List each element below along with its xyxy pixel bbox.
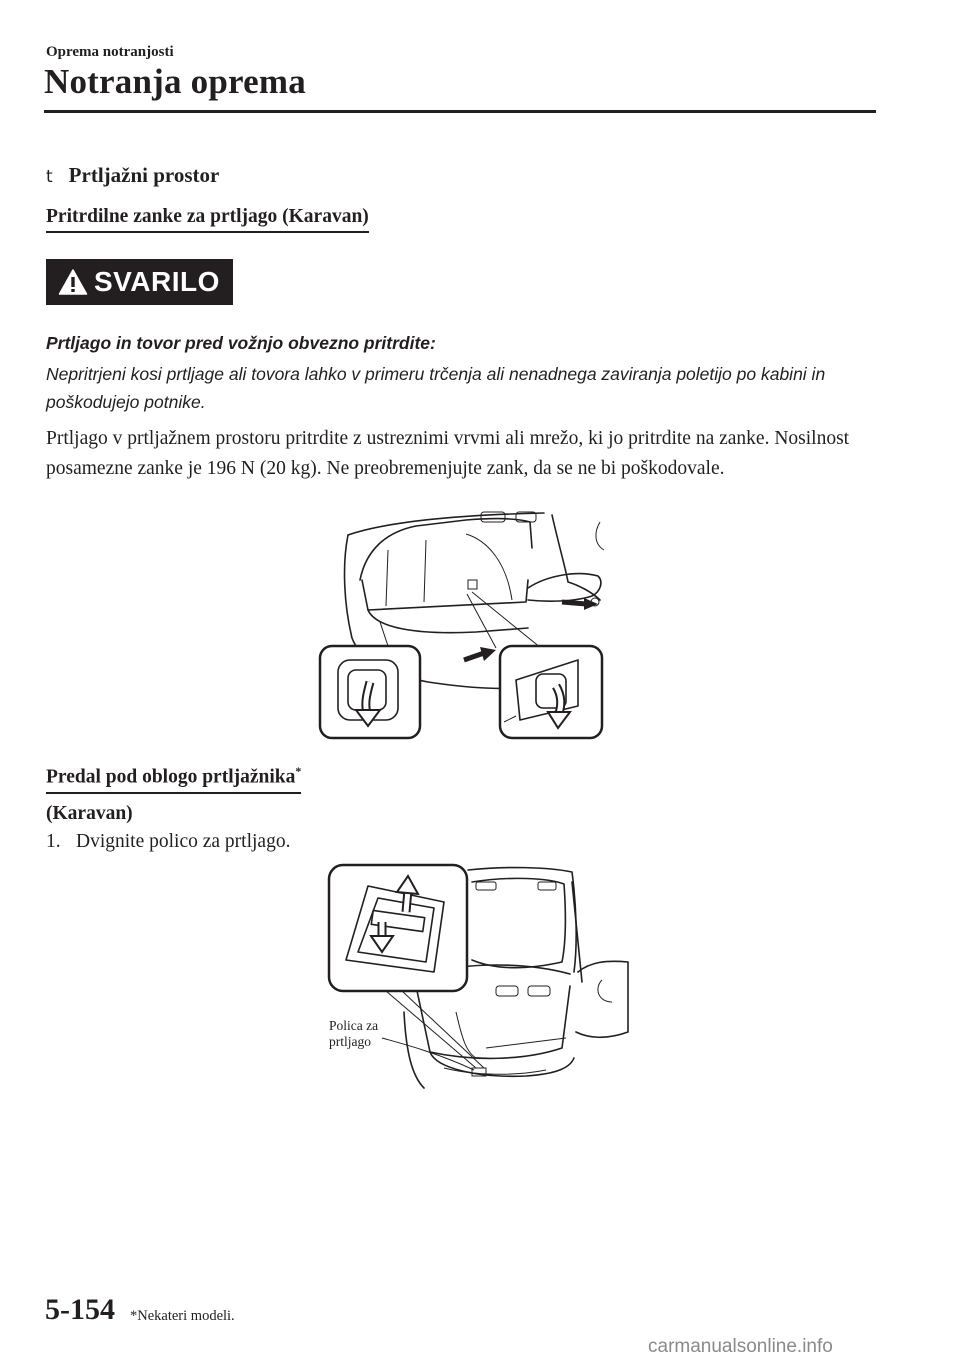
page-title: Notranja oprema xyxy=(44,62,306,101)
section-label: Oprema notranjosti xyxy=(46,44,174,60)
luggage-shelf-illustration xyxy=(326,862,632,1094)
step-1-text: Dvignite polico za prtljago. xyxy=(76,831,291,852)
warning-triangle-icon xyxy=(58,268,88,296)
title-rule xyxy=(44,110,876,113)
drawer-heading xyxy=(46,764,301,794)
footnote: *Nekateri modeli. xyxy=(130,1308,235,1324)
warning-body: Nepritrjeni kosi prtljage ali tovora lahko v primeru trčenja ali nenadnega zaviranja poletijo po kabini in poškodujejo potnike. xyxy=(46,364,826,412)
drawer-heading-text: Predal pod oblogo prtljažnika xyxy=(46,766,296,788)
shelf-label-line2: prtljago xyxy=(329,1034,371,1049)
page-number: 5-154 xyxy=(45,1293,115,1326)
shelf-label-line1: Polica za xyxy=(329,1018,379,1033)
warning-badge xyxy=(46,259,233,305)
watermark: carmanualsonline.info xyxy=(648,1336,833,1357)
warning-label: SVARILO xyxy=(94,266,220,297)
shelf-figure-label xyxy=(329,1018,378,1050)
loops-heading: Pritrdilne zanke za prtljago (Karavan) xyxy=(46,206,369,233)
step-1 xyxy=(46,831,290,853)
drawer-heading-marker: * xyxy=(295,764,302,778)
subsection-title xyxy=(46,163,219,188)
subsection-bullet: t xyxy=(46,167,53,187)
cargo-loops-illustration xyxy=(316,510,610,742)
drawer-subheading: (Karavan) xyxy=(46,803,133,824)
subsection-title-text: Prtljažni prostor xyxy=(68,163,220,187)
loops-body-text: Prtljago v prtljažnem prostoru pritrdite z ustreznimi vrvmi ali mrežo, ki jo pritrdite na zanke. Nosilnost posamezne zanke je 196 N (20 kg). Ne preobremenjujte zank, da se ne bi poškodovale. xyxy=(46,428,850,479)
step-1-number: 1. xyxy=(46,831,61,852)
warning-heading: Prtljago in tovor pred vožnjo obvezno pritrdite: xyxy=(46,333,436,353)
